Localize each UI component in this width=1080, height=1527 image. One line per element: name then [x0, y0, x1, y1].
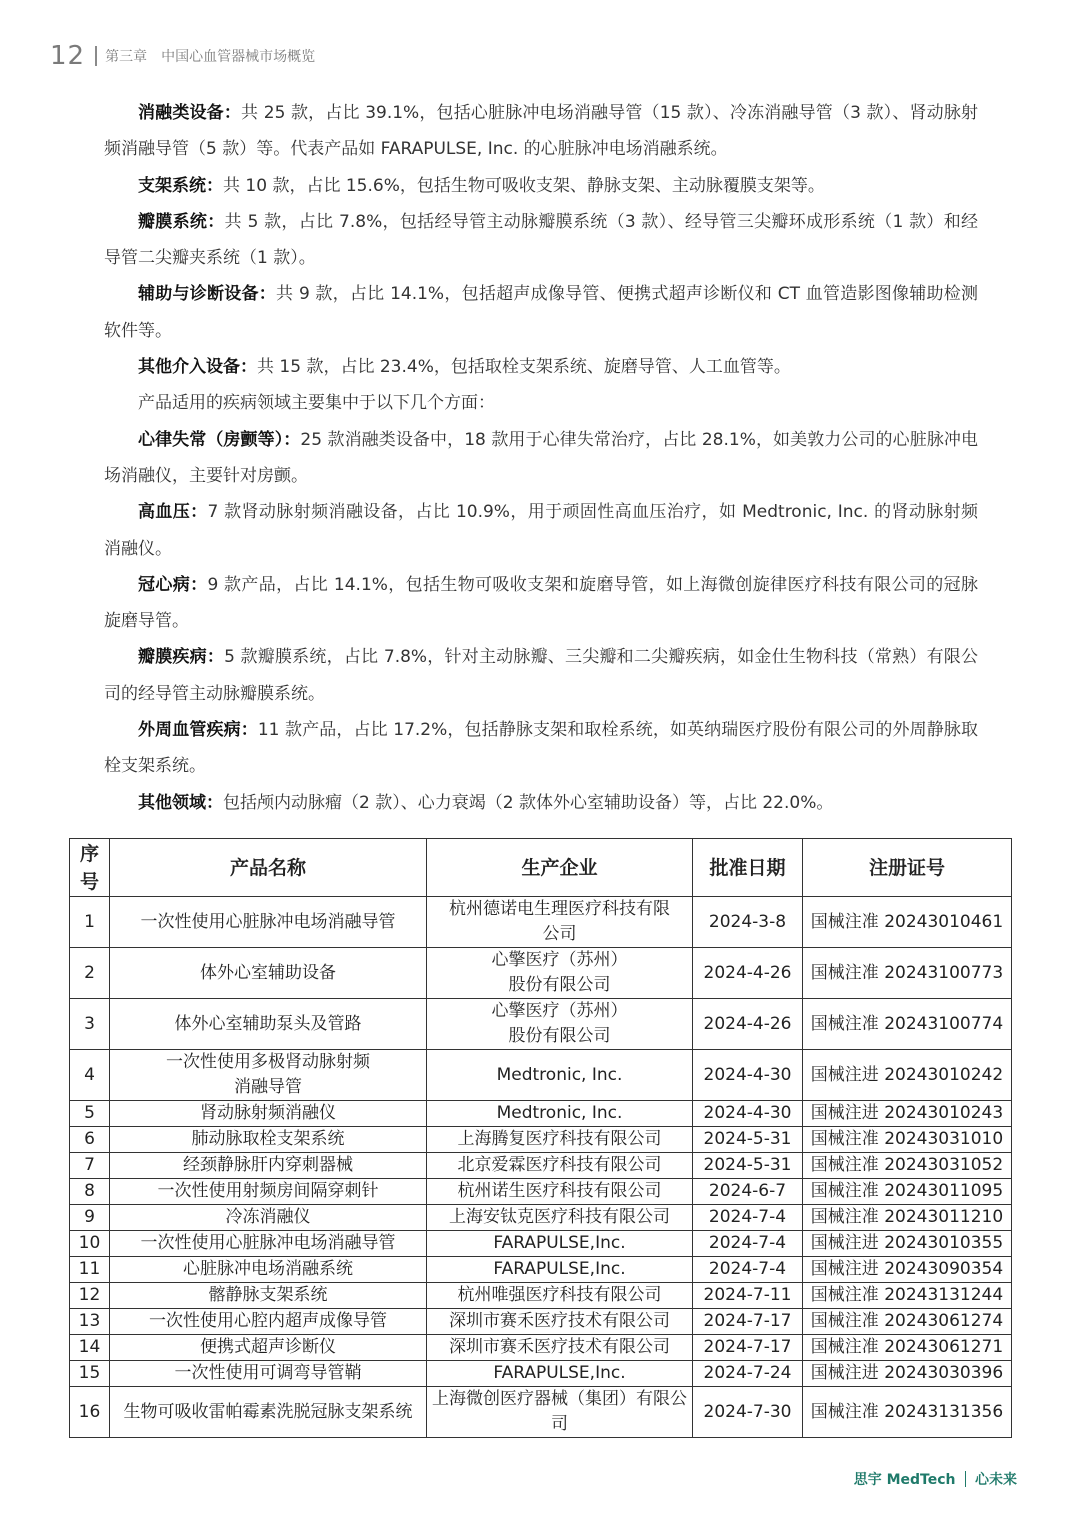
paragraph [104, 95, 978, 168]
cell-reg-no: 国械注准 20243131244 [803, 1283, 1012, 1309]
table-row [70, 1309, 1012, 1335]
paragraph [104, 349, 978, 385]
cell-manufacturer: FARAPULSE,Inc. [427, 1257, 693, 1283]
cell-manufacturer: Medtronic, Inc. [427, 1101, 693, 1127]
table-row [70, 1127, 1012, 1153]
col-header-product: 产品名称 [110, 839, 427, 897]
paragraph-text: 共 25 款，占比 39.1%，包括心脏脉冲电场消融导管（15 款）、冷冻消融导管（3 款）、肾动脉射频消融导管（5 款）等。代表产品如 FARAPULSE, Inc. 的心脏脉冲电场消融系统。 [104, 103, 979, 160]
cell-date: 2024-7-17 [693, 1309, 803, 1335]
cell-product: 体外心室辅助泵头及管路 [110, 999, 427, 1050]
approval-table [69, 838, 1012, 1438]
cell-index: 4 [70, 1050, 110, 1101]
header-divider [95, 46, 97, 66]
cell-index: 11 [70, 1257, 110, 1283]
paragraph-lead: 其他领域： [138, 792, 223, 813]
chapter-label [105, 46, 315, 66]
cell-product: 一次性使用可调弯导管鞘 [110, 1361, 427, 1387]
cell-product: 经颈静脉肝内穿刺器械 [110, 1153, 427, 1179]
cell-product: 体外心室辅助设备 [110, 948, 427, 999]
cell-product: 一次性使用心脏脉冲电场消融导管 [110, 1231, 427, 1257]
cell-product: 冷冻消融仪 [110, 1205, 427, 1231]
cell-date: 2024-4-26 [693, 948, 803, 999]
page-footer [854, 1469, 1017, 1489]
cell-date: 2024-4-26 [693, 999, 803, 1050]
cell-reg-no: 国械注准 20243061271 [803, 1335, 1012, 1361]
cell-manufacturer: 杭州诺生医疗科技有限公司 [427, 1179, 693, 1205]
paragraph [104, 276, 978, 349]
cell-index: 9 [70, 1205, 110, 1231]
table-row [70, 948, 1012, 999]
paragraph-lead: 其他介入设备： [138, 357, 257, 378]
cell-date: 2024-5-31 [693, 1153, 803, 1179]
cell-date: 2024-7-4 [693, 1231, 803, 1257]
cell-reg-no: 国械注准 20243031010 [803, 1127, 1012, 1153]
cell-product: 心脏脉冲电场消融系统 [110, 1257, 427, 1283]
cell-manufacturer: 杭州德诺电生理医疗科技有限公司 [427, 897, 693, 948]
cell-product: 一次性使用心腔内超声成像导管 [110, 1309, 427, 1335]
cell-manufacturer: 杭州唯强医疗科技有限公司 [427, 1283, 693, 1309]
paragraph-lead: 瓣膜系统： [138, 211, 225, 232]
cell-date: 2024-6-7 [693, 1179, 803, 1205]
cell-reg-no: 国械注进 20243010243 [803, 1101, 1012, 1127]
paragraph [104, 385, 978, 421]
cell-index: 14 [70, 1335, 110, 1361]
cell-manufacturer: FARAPULSE,Inc. [427, 1231, 693, 1257]
paragraph-text: 包括颅内动脉瘤（2 款）、心力衰竭（2 款体外心室辅助设备）等，占比 22.0%。 [223, 792, 834, 813]
cell-index: 10 [70, 1231, 110, 1257]
footer-divider [965, 1471, 967, 1487]
cell-manufacturer: 上海腾复医疗科技有限公司 [427, 1127, 693, 1153]
paragraph [104, 494, 978, 567]
paragraph-text: 共 5 款，占比 7.8%，包括经导管主动脉瓣膜系统（3 款）、经导管三尖瓣环成形系统（1 款）和经导管二尖瓣夹系统（1 款）。 [104, 211, 978, 269]
paragraph [104, 712, 978, 785]
table-row [70, 897, 1012, 948]
cell-manufacturer: 北京爱霖医疗科技有限公司 [427, 1153, 693, 1179]
table-row [70, 1179, 1012, 1205]
cell-reg-no: 国械注进 20243010355 [803, 1231, 1012, 1257]
paragraph-lead: 心律失常（房颤等）： [138, 429, 301, 450]
paragraph-lead: 消融类设备： [138, 103, 242, 123]
cell-manufacturer: 心擎医疗（苏州）股份有限公司 [427, 948, 693, 999]
table-row [70, 1101, 1012, 1127]
paragraph-text: 共 9 款，占比 14.1%，包括超声成像导管、便携式超声诊断仪和 CT 血管造影图像辅助检测软件等。 [104, 284, 979, 341]
cell-date: 2024-7-30 [693, 1387, 803, 1438]
table-row [70, 1361, 1012, 1387]
cell-date: 2024-7-24 [693, 1361, 803, 1387]
paragraph-lead: 冠心病： [138, 574, 208, 595]
paragraph-lead: 支架系统： [138, 175, 223, 196]
cell-product: 一次性使用心脏脉冲电场消融导管 [110, 897, 427, 948]
paragraph [104, 204, 978, 277]
cell-date: 2024-7-4 [693, 1257, 803, 1283]
cell-date: 2024-4-30 [693, 1101, 803, 1127]
table-row [70, 1283, 1012, 1309]
footer-brand: 思宇 MedTech [853, 1472, 956, 1488]
cell-date: 2024-7-17 [693, 1335, 803, 1361]
cell-index: 6 [70, 1127, 110, 1153]
paragraph [104, 639, 978, 712]
body-text [104, 95, 978, 821]
table-row [70, 1205, 1012, 1231]
cell-product: 生物可吸收雷帕霉素洗脱冠脉支架系统 [110, 1387, 427, 1438]
cell-index: 5 [70, 1101, 110, 1127]
cell-product: 肾动脉射频消融仪 [110, 1101, 427, 1127]
table-row [70, 1153, 1012, 1179]
section-title: 中国心血管器械市场概览 [161, 49, 316, 65]
paragraph-text: 5 款瓣膜系统，占比 7.8%，针对主动脉瓣、三尖瓣和二尖瓣疾病，如金仕生物科技（常熟）有限公司的经导管主动脉瓣膜系统。 [104, 647, 979, 704]
cell-manufacturer: 心擎医疗（苏州）股份有限公司 [427, 999, 693, 1050]
cell-reg-no: 国械注准 20243131356 [803, 1387, 1012, 1438]
cell-date: 2024-3-8 [693, 897, 803, 948]
cell-reg-no: 国械注准 20243011095 [803, 1179, 1012, 1205]
paragraph-lead: 瓣膜疾病： [138, 647, 225, 668]
cell-manufacturer: 深圳市赛禾医疗技术有限公司 [427, 1309, 693, 1335]
cell-reg-no: 国械注准 20243100773 [803, 948, 1012, 999]
table-row [70, 1335, 1012, 1361]
paragraph-lead: 高血压： [138, 502, 208, 523]
cell-manufacturer: 深圳市赛禾医疗技术有限公司 [427, 1335, 693, 1361]
page-header [50, 40, 315, 72]
cell-index: 7 [70, 1153, 110, 1179]
cell-index: 3 [70, 999, 110, 1050]
col-header-date: 批准日期 [693, 839, 803, 897]
paragraph [104, 422, 978, 495]
cell-index: 1 [70, 897, 110, 948]
cell-reg-no: 国械注准 20243031052 [803, 1153, 1012, 1179]
footer-slogan: 心未来 [975, 1472, 1017, 1488]
cell-manufacturer: 上海微创医疗器械（集团）有限公司 [427, 1387, 693, 1438]
cell-date: 2024-7-4 [693, 1205, 803, 1231]
cell-product: 一次性使用射频房间隔穿刺针 [110, 1179, 427, 1205]
cell-reg-no: 国械注进 20243010242 [803, 1050, 1012, 1101]
cell-product: 一次性使用多极肾动脉射频消融导管 [110, 1050, 427, 1101]
table-row [70, 999, 1012, 1050]
cell-index: 13 [70, 1309, 110, 1335]
table-row [70, 1231, 1012, 1257]
cell-product: 肺动脉取栓支架系统 [110, 1127, 427, 1153]
cell-product: 便携式超声诊断仪 [110, 1335, 427, 1361]
paragraph-text: 25 款消融类设备中，18 款用于心律失常治疗，占比 28.1%，如美敦力公司的心脏脉冲电场消融仪，主要针对房颤。 [104, 429, 978, 486]
table-header-row [70, 839, 1012, 897]
chapter-number: 第三章 [105, 49, 148, 65]
paragraph [104, 785, 978, 821]
cell-date: 2024-4-30 [693, 1050, 803, 1101]
paragraph-text: 11 款产品，占比 17.2%，包括静脉支架和取栓系统，如英纳瑞医疗股份有限公司的外周静脉取栓支架系统。 [104, 720, 978, 777]
cell-reg-no: 国械注准 20243010461 [803, 897, 1012, 948]
table-row [70, 1257, 1012, 1283]
cell-index: 12 [70, 1283, 110, 1309]
paragraph-text: 7 款肾动脉射频消融设备，占比 10.9%，用于顽固性高血压治疗，如 Medtronic, Inc. 的肾动脉射频消融仪。 [104, 502, 978, 559]
cell-reg-no: 国械注准 20243061274 [803, 1309, 1012, 1335]
paragraph-text: 产品适用的疾病领域主要集中于以下几个方面： [138, 393, 495, 414]
paragraph-text: 共 15 款，占比 23.4%，包括取栓支架系统、旋磨导管、人工血管等。 [257, 357, 791, 378]
table-row [70, 1387, 1012, 1438]
paragraph-text: 9 款产品，占比 14.1%，包括生物可吸收支架和旋磨导管，如上海微创旋律医疗科技有限公司的冠脉旋磨导管。 [104, 574, 979, 632]
cell-manufacturer: Medtronic, Inc. [427, 1050, 693, 1101]
cell-reg-no: 国械注准 20243011210 [803, 1205, 1012, 1231]
col-header-manufacturer: 生产企业 [427, 839, 693, 897]
cell-reg-no: 国械注准 20243100774 [803, 999, 1012, 1050]
cell-manufacturer: 上海安钛克医疗科技有限公司 [427, 1205, 693, 1231]
paragraph-lead: 外周血管疾病： [138, 720, 258, 741]
cell-product: 髂静脉支架系统 [110, 1283, 427, 1309]
paragraph-lead: 辅助与诊断设备： [138, 284, 277, 305]
cell-manufacturer: FARAPULSE,Inc. [427, 1361, 693, 1387]
paragraph-text: 共 10 款，占比 15.6%，包括生物可吸收支架、静脉支架、主动脉覆膜支架等。 [223, 175, 825, 196]
cell-reg-no: 国械注进 20243090354 [803, 1257, 1012, 1283]
paragraph [104, 168, 978, 204]
cell-index: 2 [70, 948, 110, 999]
cell-index: 8 [70, 1179, 110, 1205]
col-header-reg-no: 注册证号 [803, 839, 1012, 897]
col-header-index: 序号 [70, 839, 110, 897]
table-row [70, 1050, 1012, 1101]
cell-index: 16 [70, 1387, 110, 1438]
cell-reg-no: 国械注进 20243030396 [803, 1361, 1012, 1387]
cell-date: 2024-7-11 [693, 1283, 803, 1309]
page-number: 12 [50, 41, 86, 71]
cell-date: 2024-5-31 [693, 1127, 803, 1153]
paragraph [104, 567, 978, 640]
cell-index: 15 [70, 1361, 110, 1387]
